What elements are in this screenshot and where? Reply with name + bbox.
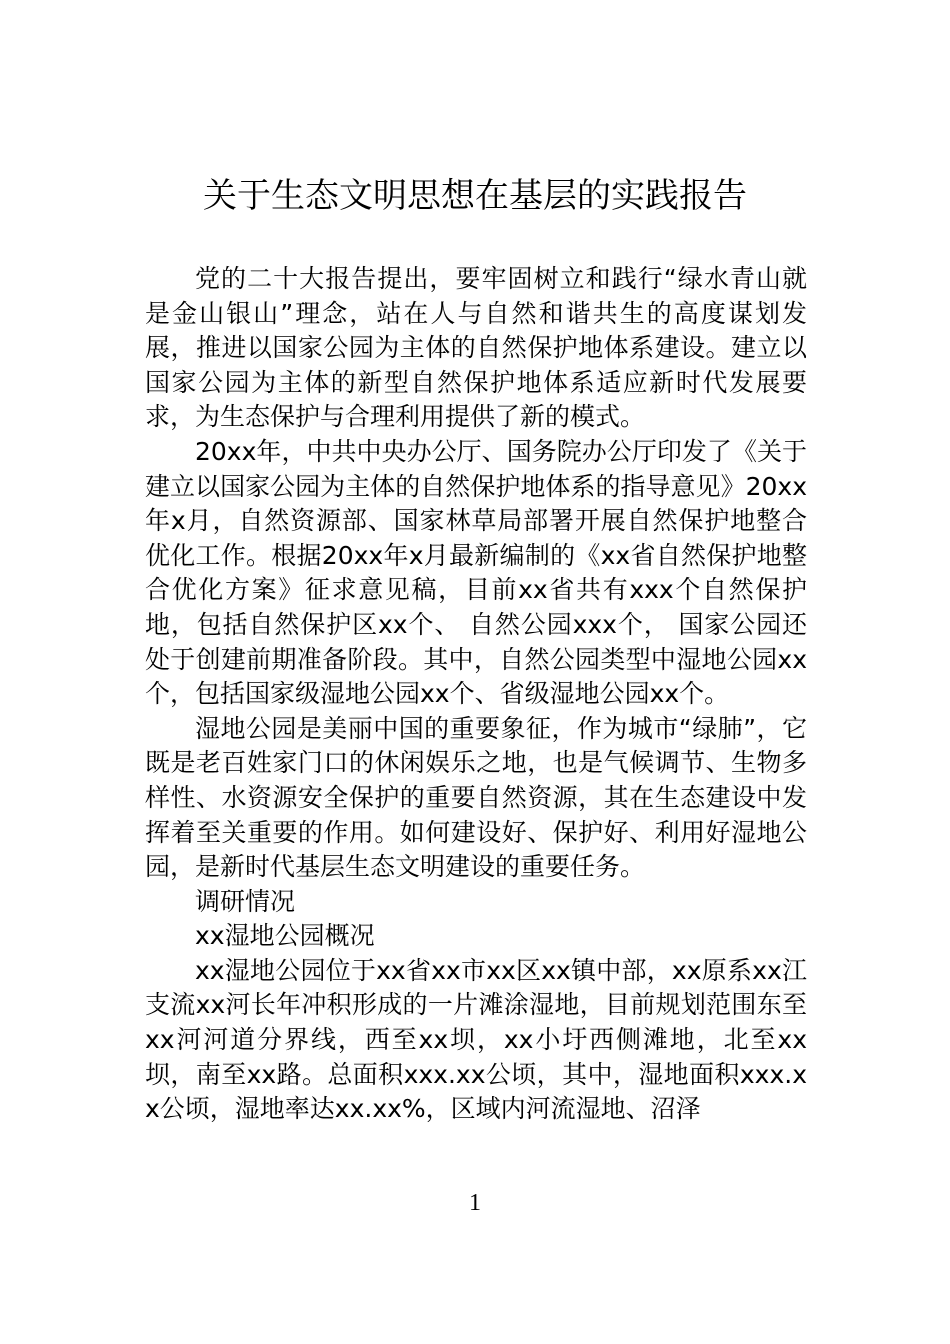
paragraph-wetland-importance: 湿地公园是美丽中国的重要象征，作为城市“绿肺”，它既是老百姓家门口的休闲娱乐之地，也是气候调节、生物多样性、水资源安全保护的重要自然资源，其在生态建设中发挥着至关重要的作用。如何建设好、保护好、利用好湿地公园，是新时代基层生态文明建设的重要任务。 (145, 713, 807, 882)
page-number: 1 (469, 1190, 481, 1216)
paragraph-policy: 20xx年，中共中央办公厅、国务院办公厅印发了《关于建立以国家公园为主体的自然保护地体系的指导意见》20xx年x月，自然资源部、国家林草局部署开展自然保护地整合优化工作。根据20xx年x月最新编制的《xx省自然保护地整合优化方案》征求意见稿，目前xx省共有xxx个自然保护地，包括自然保护区xx个、 自然公园xxx个， 国家公园还处于创建前期准备阶段。其中，自然公园类型中湿地公园xx个，包括国家级湿地公园xx个、省级湿地公园xx个。 (145, 436, 807, 709)
paragraph-overview: xx湿地公园位于xx省xx市xx区xx镇中部，xx原系xx江支流xx河长年冲积形成的一片滩涂湿地，目前规划范围东至xx河河道分界线，西至xx坝，xx小圩西侧滩地，北至xx坝，南至xx路。总面积xxx.xx公顷，其中，湿地面积xxx.xx公顷，湿地率达xx.xx%，区域内河流湿地、沼泽 (145, 955, 807, 1124)
document-title: 关于生态文明思想在基层的实践报告 (203, 176, 747, 216)
section-heading-survey: 调研情况 (195, 886, 296, 916)
subsection-heading-overview: xx湿地公园概况 (195, 921, 375, 951)
paragraph-intro: 党的二十大报告提出，要牢固树立和践行“绿水青山就是金山银山”理念，站在人与自然和谐共生的高度谋划发展，推进以国家公园为主体的自然保护地体系建设。建立以国家公园为主体的新型自然保护地体系适应新时代发展要求，为生态保护与合理利用提供了新的模式。 (145, 264, 807, 432)
document-body (145, 262, 807, 1127)
